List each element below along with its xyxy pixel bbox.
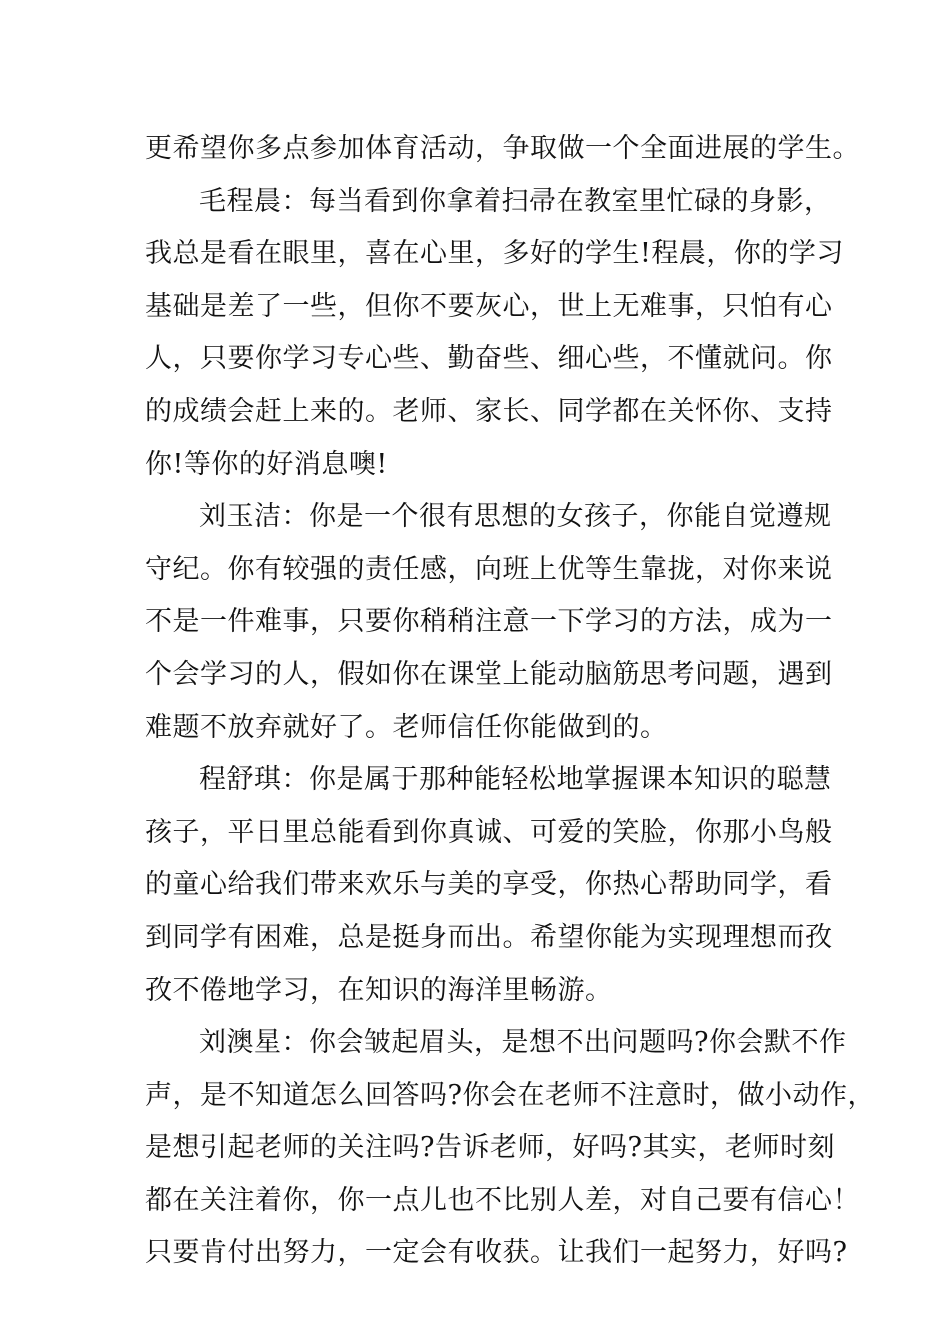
text-line: 孩子，平日里总能看到你真诚、可爱的笑脸，你那小鸟般 (145, 816, 833, 848)
text-line: 个会学习的人，假如你在课堂上能动脑筋思考问题，遇到 (145, 658, 833, 690)
text-line: 更希望你多点参加体育活动，争取做一个全面进展的学生。 (145, 133, 860, 164)
text-line: 的成绩会赶上来的。老师、家长、同学都在关怀你、支持 (145, 395, 833, 427)
text-line: 是想引起老师的关注吗?告诉老师，好吗?其实，老师时刻 (145, 1132, 835, 1164)
paragraph-start-line: 刘玉洁：你是一个很有思想的女孩子，你能自觉遵规 (199, 501, 832, 533)
text-line: 人，只要你学习专心些、勤奋些、细心些，不懂就问。你 (145, 343, 833, 375)
text-line: 我总是看在眼里，喜在心里，多好的学生!程晨，你的学习 (145, 238, 844, 270)
text-line: 都在关注着你，你一点儿也不比别人差，对自己要有信心！ (145, 1184, 860, 1216)
text-line: 只要肯付出努力，一定会有收获。让我们一起努力，好吗? (145, 1237, 848, 1269)
text-line: 基础是差了一些，但你不要灰心，世上无难事，只怕有心 (145, 290, 833, 322)
text-line: 不是一件难事，只要你稍稍注意一下学习的方法，成为一 (145, 606, 833, 638)
text-line: 到同学有困难，总是挺身而出。希望你能为实现理想而孜 (145, 921, 833, 953)
paragraph-start-line: 刘澳星：你会皱起眉头，是想不出问题吗?你会默不作 (199, 1027, 847, 1059)
text-line: 孜不倦地学习，在知识的海洋里畅游。 (145, 974, 613, 1006)
text-line: 守纪。你有较强的责任感，向班上优等生靠拢，对你来说 (145, 553, 833, 585)
comment-text-block (145, 123, 875, 1280)
paragraph-start-line: 毛程晨：每当看到你拿着扫帚在教室里忙碌的身影， (199, 185, 832, 217)
text-line: 的童心给我们带来欢乐与美的享受，你热心帮助同学，看 (145, 869, 833, 901)
text-line: 你!等你的好消息噢! (145, 448, 388, 480)
paragraph-start-line: 程舒琪：你是属于那种能轻松地掌握课本知识的聪慧 (199, 764, 832, 796)
text-line: 声，是不知道怎么回答吗?你会在老师不注意时，做小动作， (145, 1079, 875, 1111)
text-line: 难题不放弃就好了。老师信任你能做到的。 (145, 711, 668, 743)
